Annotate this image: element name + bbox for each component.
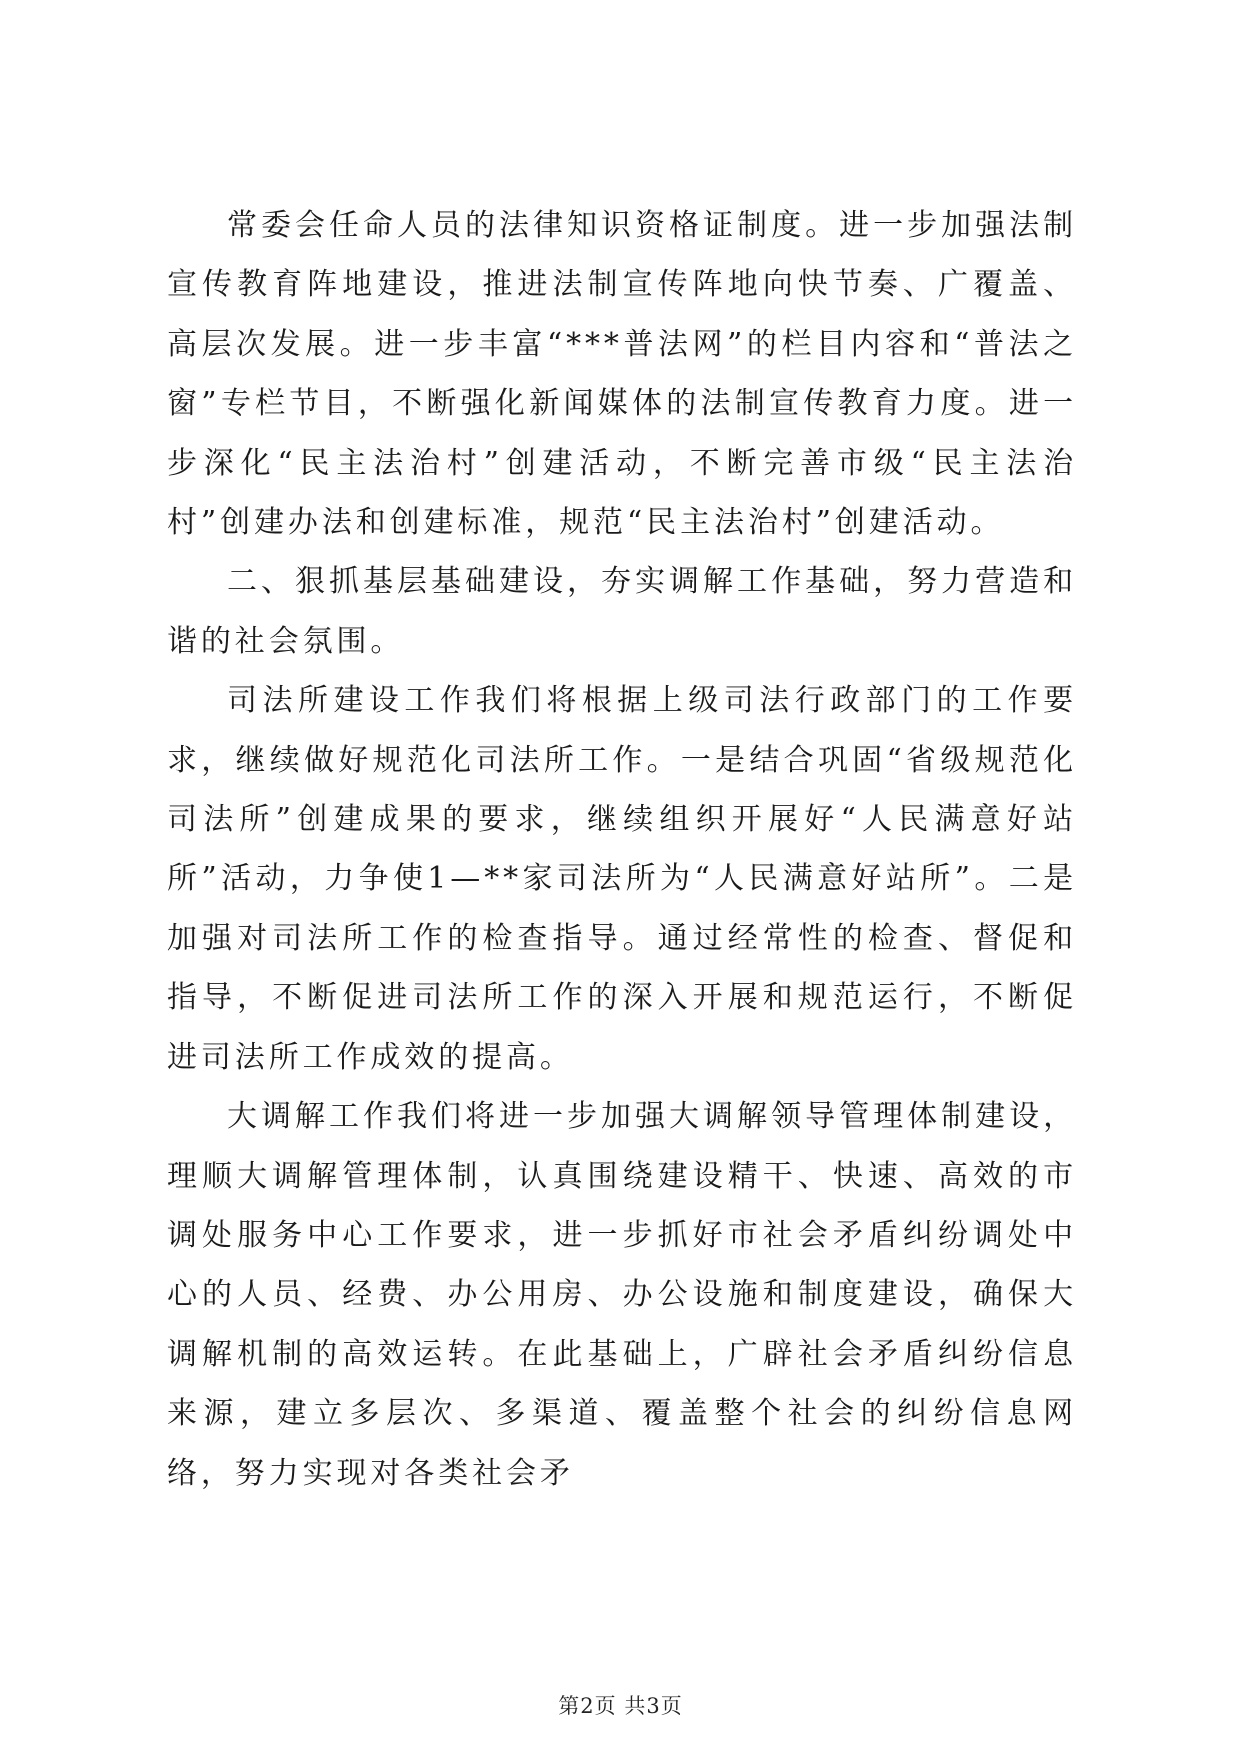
paragraph-1: 常委会任命人员的法律知识资格证制度。进一步加强法制宣传教育阵地建设，推进法制宣传阵地向快节奏、广覆盖、高层次发展。进一步丰富“***普法网”的栏目内容和“普法之窗”专栏节目，不断强化新闻媒体的法制宣传教育力度。进一步深化“民主法治村”创建活动，不断完善市级“民主法治村”创建办法和创建标准，规范“民主法治村”创建活动。 [167,208,1077,541]
document-body [167,196,1077,1503]
paragraph-3: 司法所建设工作我们将根据上级司法行政部门的工作要求，继续做好规范化司法所工作。一是结合巩固“省级规范化司法所”创建成果的要求，继续组织开展好“人民满意好站所”活动，力争使1—**家司法所为“人民满意好站所”。二是加强对司法所工作的检查指导。通过经常性的检查、督促和指导，不断促进司法所工作的深入开展和规范运行，不断促进司法所工作成效的提高。 [167,683,1077,1075]
page-number-footer: 第2页 共3页 [558,1694,683,1718]
paragraph-2: 二、狠抓基层基础建设，夯实调解工作基础，努力营造和谐的社会氛围。 [167,564,1077,659]
paragraph-4: 大调解工作我们将进一步加强大调解领导管理体制建设，理顺大调解管理体制，认真围绕建设精干、快速、高效的市调处服务中心工作要求，进一步抓好市社会矛盾纠纷调处中心的人员、经费、办公用房、办公设施和制度建设，确保大调解机制的高效运转。在此基础上，广辟社会矛盾纠纷信息来源，建立多层次、多渠道、覆盖整个社会的纠纷信息网络，努力实现对各类社会矛 [167,1099,1077,1491]
